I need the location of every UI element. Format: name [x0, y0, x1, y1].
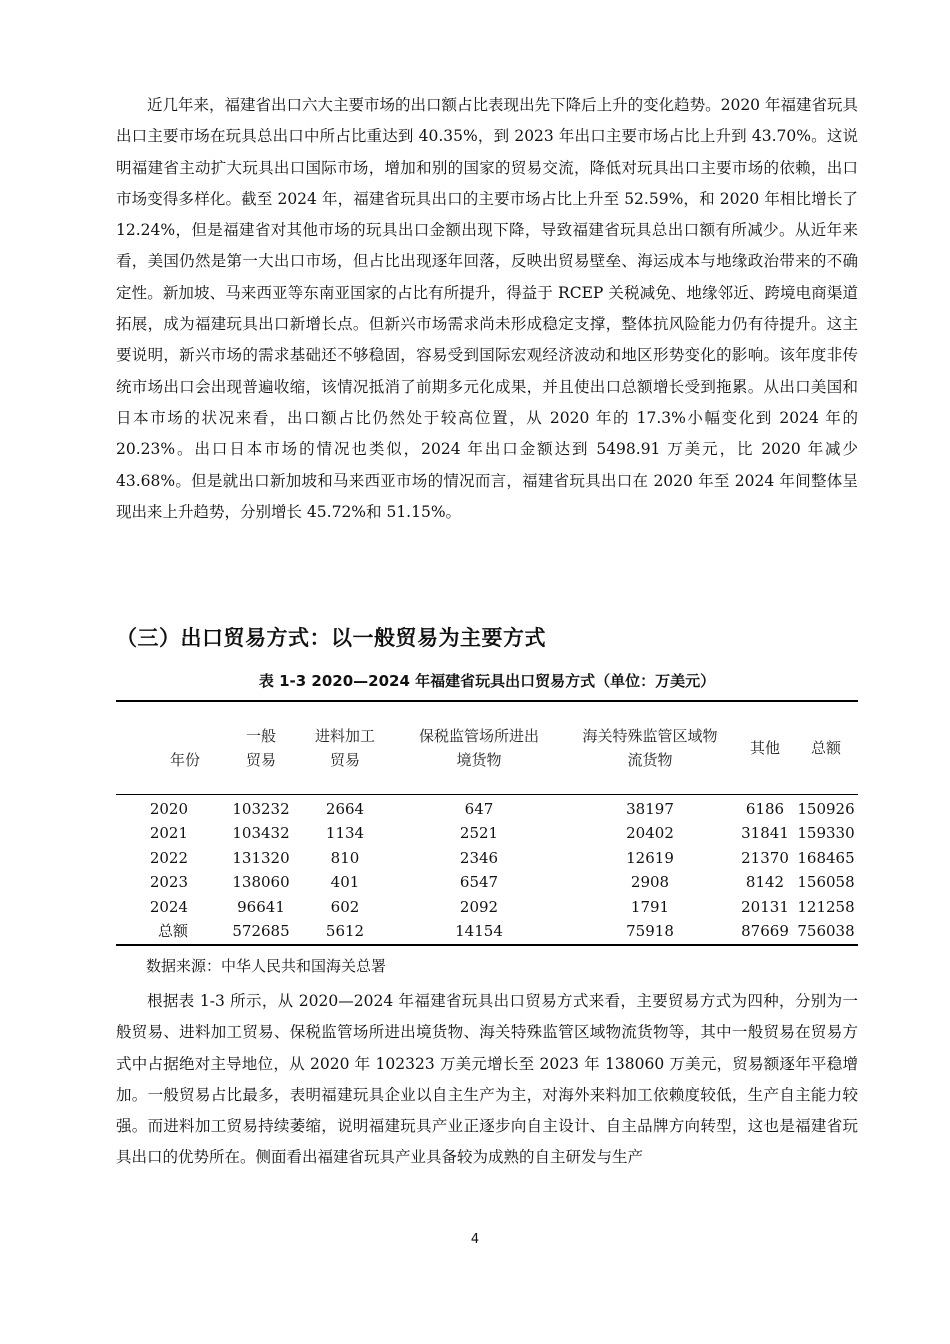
cell-other: 31841 — [741, 824, 789, 843]
table-row — [116, 794, 858, 821]
header-total: 总额 — [810, 738, 841, 757]
table-row — [116, 870, 858, 895]
cell-total: 150926 — [797, 799, 855, 818]
body-paragraph-2: 根据表 1-3 所示，从 2020—2024 年福建省玩具出口贸易方式来看，主要贸易方式为四种，分别为一般贸易、进料加工贸易、保税监管场所进出境货物、海关特殊监管区域物流货物等，其中一般贸易在贸易方式中占据绝对主导地位，从 2020 年 102323 万美元增长至 2023 年 138060 万美元，贸易额逐年平稳增加。一般贸易占比最多，表明福建玩具企业以自主生产为主，对海外来料加工依赖度较低，生产自主能力较强。而进料加工贸易持续萎缩，说明福建玩具产业正逐步向自主设计、自主品牌方向转型，这也是福建省玩具出口的优势所在。侧面看出福建省玩具产业具备较为成熟的自主研发与生产 — [116, 992, 858, 1167]
table-caption: 表 1-3 2020—2024 年福建省玩具出口贸易方式（单位：万美元） — [258, 672, 716, 690]
table-row — [116, 846, 858, 871]
cell-processing-trade: 810 — [330, 848, 360, 867]
table-row — [116, 821, 858, 846]
cell-special-zone-goods: 1791 — [630, 897, 670, 916]
cell-total: 121258 — [797, 897, 855, 916]
cell-other: 20131 — [741, 897, 789, 916]
cell-general-trade: 131320 — [232, 848, 290, 867]
cell-total: 168465 — [797, 848, 855, 867]
trade-mode-table — [116, 700, 858, 946]
cell-bonded-goods: 2521 — [459, 824, 499, 843]
header-general-trade: 一般 贸易 — [245, 726, 276, 769]
table-row — [116, 895, 858, 920]
header-year: 年份 — [169, 750, 200, 769]
cell-special-zone-goods: 20402 — [626, 824, 674, 843]
cell-bonded-goods: 6547 — [459, 873, 499, 892]
cell-general-trade: 572685 — [232, 922, 290, 941]
cell-year: 总额 — [157, 922, 188, 941]
cell-processing-trade: 5612 — [325, 922, 365, 941]
cell-bonded-goods: 647 — [464, 799, 494, 818]
cell-general-trade: 138060 — [232, 873, 290, 892]
cell-total: 756038 — [797, 922, 855, 941]
data-source-note: 数据来源：中华人民共和国海关总署 — [146, 957, 387, 975]
cell-processing-trade: 401 — [330, 873, 360, 892]
cell-year: 2023 — [149, 873, 188, 892]
cell-other: 87669 — [741, 922, 789, 941]
cell-special-zone-goods: 38197 — [626, 799, 674, 818]
cell-bonded-goods: 2346 — [459, 848, 499, 867]
cell-bonded-goods: 14154 — [455, 922, 503, 941]
cell-year: 2022 — [149, 848, 188, 867]
cell-bonded-goods: 2092 — [459, 897, 499, 916]
header-processing-trade: 进料加工 贸易 — [314, 726, 375, 769]
page-number: 4 — [470, 1232, 480, 1247]
cell-total: 159330 — [797, 824, 855, 843]
table-row-total — [116, 919, 858, 945]
header-special-zone-goods: 海关特殊监管区域物 流货物 — [582, 726, 718, 769]
cell-processing-trade: 2664 — [325, 799, 365, 818]
cell-general-trade: 103432 — [232, 824, 290, 843]
cell-total: 156058 — [797, 873, 855, 892]
cell-other: 6186 — [745, 799, 785, 818]
cell-other: 8142 — [745, 873, 785, 892]
cell-general-trade: 103232 — [232, 799, 290, 818]
table-header-row — [116, 701, 858, 794]
section-heading: （三）出口贸易方式：以一般贸易为主要方式 — [116, 626, 546, 650]
header-other: 其他 — [749, 738, 780, 757]
cell-processing-trade: 602 — [330, 897, 360, 916]
cell-year: 2024 — [149, 897, 188, 916]
cell-processing-trade: 1134 — [325, 824, 365, 843]
cell-year: 2020 — [149, 799, 188, 818]
cell-special-zone-goods: 12619 — [626, 848, 674, 867]
cell-year: 2021 — [149, 824, 188, 843]
body-paragraph-1: 近几年来，福建省出口六大主要市场的出口额占比表现出先下降后上升的变化趋势。2020 年福建省玩具出口主要市场在玩具总出口中所占比重达到 40.35%，到 2023 年出口主要市场占比上升到 43.70%。这说明福建省主动扩大玩具出口国际市场，增加和别的国家的贸易交流，降低对玩具出口主要市场的依赖，出口市场变得多样化。截至 2024 年，福建省玩具出口的主要市场占比上升至 52.59%，和 2020 年相比增长了 12.24%，但是福建省对其他市场的玩具出口金额出现下降，导致福建省玩具总出口额有所减少。从近年来看，美国仍然是第一大出口市场，但占比出现逐年回落，反映出贸易壁垒、海运成本与地缘政治带来的不确定性。新加坡、马来西亚等东南亚国家的占比有所提升，得益于 RCEP 关税减免、地缘邻近、跨境电商渠道拓展，成为福建玩具出口新增长点。但新兴市场需求尚未形成稳定支撑，整体抗风险能力仍有待提升。这主要说明，新兴市场的需求基础还不够稳固，容易受到国际宏观经济波动和地区形势变化的影响。该年度非传统市场出口会出现普遍收缩，该情况抵消了前期多元化成果，并且使出口总额增长受到拖累。从出口美国和日本市场的状况来看，出口额占比仍然处于较高位置，从 2020 年的 17.3%小幅变化到 2024 年的 20.23%。出口日本市场的情况也类似，2024 年出口金额达到 5498.91 万美元，比 2020 年减少 43.68%。但是就出口新加坡和马来西亚市场的情况而言，福建省玩具出口在 2020 年至 2024 年间整体呈现出来上升趋势，分别增长 45.72%和 51.15%。 — [116, 96, 858, 521]
cell-other: 21370 — [741, 848, 789, 867]
header-bonded-goods: 保税监管场所进出 境货物 — [418, 726, 539, 769]
cell-special-zone-goods: 75918 — [626, 922, 674, 941]
cell-special-zone-goods: 2908 — [630, 873, 670, 892]
cell-general-trade: 96641 — [237, 897, 285, 916]
